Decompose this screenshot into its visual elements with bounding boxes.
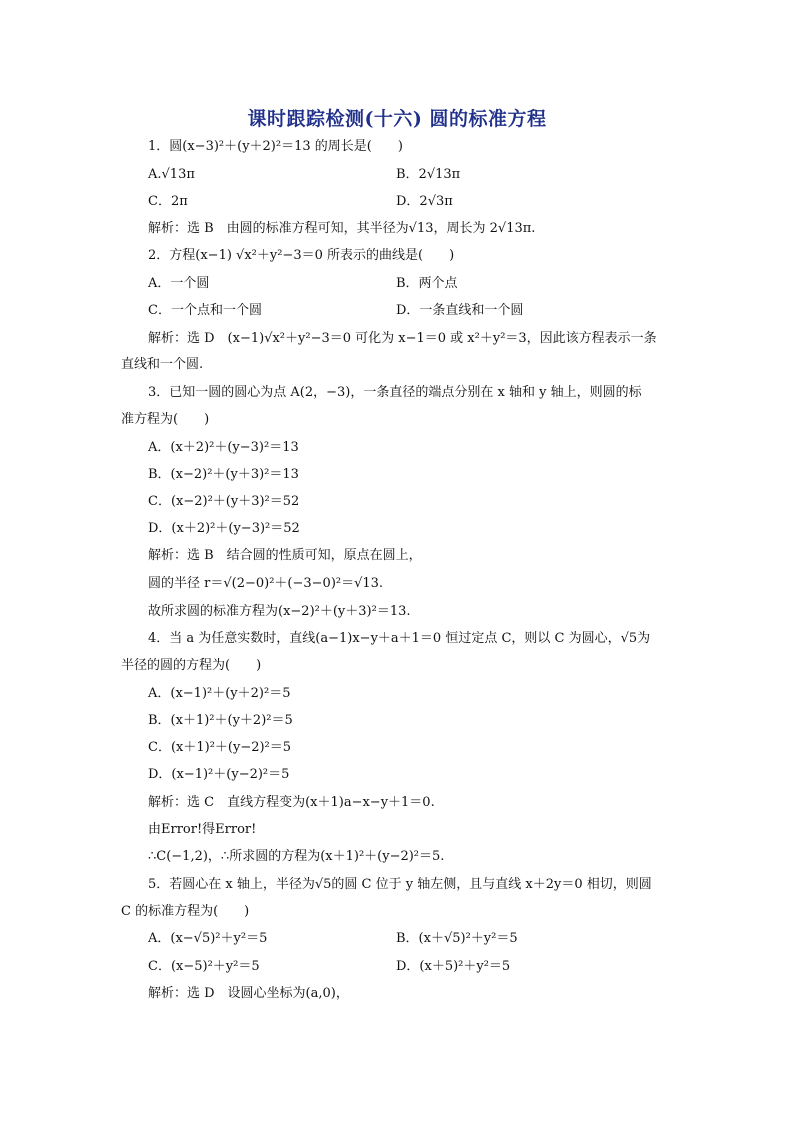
- question-3-line2: 准方程为( ): [121, 412, 210, 427]
- solution-2-line1: 解析：选 D (x−1)√x²＋y²−3＝0 可化为 x−1＝0 或 x²＋y²＝3，因此该方程表示一条: [148, 331, 657, 346]
- option-2d: D．一条直线和一个圆: [396, 303, 524, 318]
- page-title: 课时跟踪检测(十六) 圆的标准方程: [247, 108, 547, 130]
- solution-3-line1: 解析：选 B 结合圆的性质可知，原点在圆上，: [148, 548, 422, 563]
- option-3d: D．(x＋2)²＋(y−3)²＝52: [148, 521, 300, 536]
- solution-1: 解析：选 B 由圆的标准方程可知，其半径为√13，周长为 2√13π.: [148, 221, 536, 236]
- solution-5-line1: 解析：选 D 设圆心坐标为(a,0)，: [148, 986, 349, 1001]
- question-3-line1: 3．已知一圆的圆心为点 A(2，−3)，一条直径的端点分别在 x 轴和 y 轴上，则圆的标: [148, 385, 642, 400]
- solution-4-line2: 由Error!得Error!: [148, 822, 257, 837]
- option-5c: C．(x−5)²＋y²＝5: [148, 959, 260, 974]
- option-2c: C．一个点和一个圆: [148, 303, 262, 318]
- option-5a: A．(x−√5)²＋y²＝5: [148, 931, 268, 946]
- option-1a: A.√13π: [148, 167, 195, 182]
- option-1b: B．2√13π: [396, 167, 461, 182]
- option-1c: C．2π: [148, 194, 188, 209]
- solution-3-line2: 圆的半径 r＝√(2−0)²＋(−3−0)²＝√13.: [148, 576, 384, 591]
- option-2b: B．两个点: [396, 276, 458, 291]
- question-4-line2: 半径的圆的方程为( ): [121, 658, 262, 673]
- question-2: 2．方程(x−1) √x²＋y²−3＝0 所表示的曲线是( ): [148, 248, 455, 263]
- option-2a: A．一个圆: [148, 276, 210, 291]
- option-3a: A．(x＋2)²＋(y−3)²＝13: [148, 440, 299, 455]
- solution-3-line3: 故所求圆的标准方程为(x−2)²＋(y＋3)²＝13.: [148, 604, 411, 619]
- option-4c: C．(x＋1)²＋(y−2)²＝5: [148, 740, 292, 755]
- solution-2-line2: 直线和一个圆.: [121, 357, 204, 372]
- option-1d: D．2√3π: [396, 194, 453, 209]
- option-3c: C．(x−2)²＋(y＋3)²＝52: [148, 494, 300, 509]
- solution-4-line1: 解析：选 C 直线方程变为(x＋1)a−x−y＋1＝0.: [148, 795, 435, 810]
- option-4a: A．(x−1)²＋(y＋2)²＝5: [148, 686, 291, 701]
- option-5d: D．(x＋5)²＋y²＝5: [396, 959, 511, 974]
- option-3b: B．(x−2)²＋(y＋3)²＝13: [148, 467, 299, 482]
- solution-4-line3: ∴C(−1,2)，∴所求圆的方程为(x＋1)²＋(y−2)²＝5.: [148, 849, 445, 864]
- question-5-line1: 5．若圆心在 x 轴上，半径为√5的圆 C 位于 y 轴左侧，且与直线 x＋2y＝0 相切，则圆: [148, 877, 652, 892]
- question-1: 1．圆(x−3)²＋(y＋2)²＝13 的周长是( ): [148, 139, 403, 154]
- option-5b: B．(x＋√5)²＋y²＝5: [396, 931, 518, 946]
- question-5-line2: C 的标准方程为( ): [121, 904, 250, 919]
- question-4-line1: 4．当 a 为任意实数时，直线(a−1)x−y＋a＋1＝0 恒过定点 C，则以 C 为圆心，√5为: [148, 631, 651, 646]
- option-4b: B．(x＋1)²＋(y＋2)²＝5: [148, 713, 293, 728]
- option-4d: D．(x−1)²＋(y−2)²＝5: [148, 767, 290, 782]
